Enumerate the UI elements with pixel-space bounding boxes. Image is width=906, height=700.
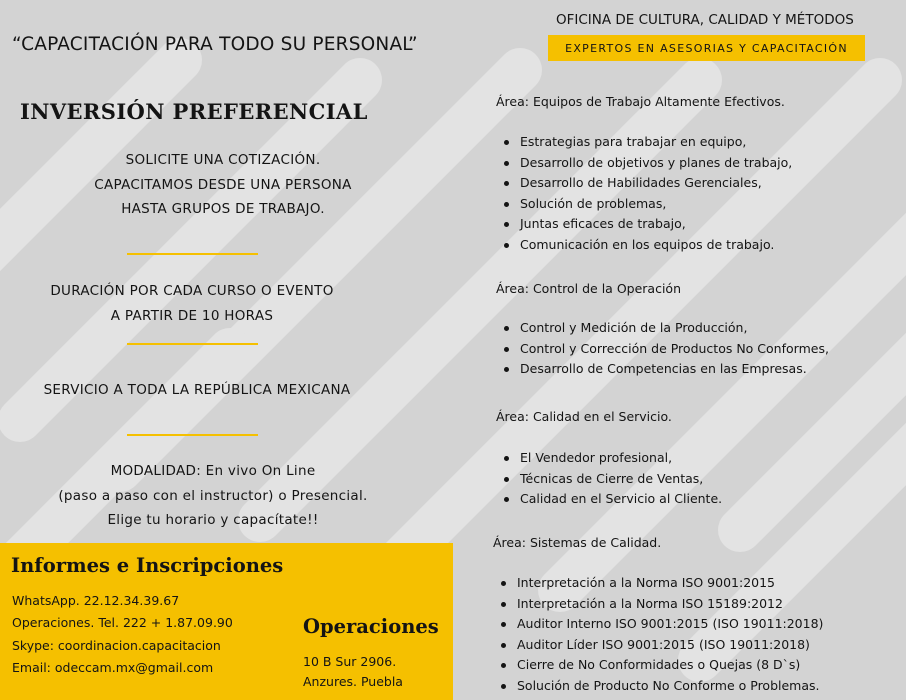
list-item [493,614,823,635]
item-text: Interpretación a la Norma ISO 9001:2015 [517,575,776,590]
bullet-icon [504,477,509,482]
list-item [496,489,722,510]
bullet-icon [501,622,506,627]
list-item [493,655,823,676]
item-text: Control y Corrección de Productos No Conformes, [520,340,829,356]
item-text: Desarrollo de Habilidades Gerenciales, [520,175,762,191]
cotizacion-block [36,148,410,222]
cotizacion-line: HASTA GRUPOS DE TRABAJO. [121,201,325,217]
list-item [493,573,823,594]
bullet-icon [504,497,509,502]
item-text: Técnicas de Cierre de Ventas, [520,470,704,486]
item-text: Calidad en el Servicio al Cliente. [520,491,723,507]
informes-box [0,543,453,700]
bullet-icon [504,243,509,248]
list-item [496,318,829,339]
bullet-icon [504,367,509,372]
address-line: Anzures. Puebla [303,674,403,689]
area-list [493,573,823,697]
skype-line: Skype: coordinacion.capacitacion [12,638,221,653]
list-item [496,448,722,469]
area-list [496,318,829,380]
bullet-icon [501,581,506,586]
experts-text: EXPERTOS EN ASESORIAS Y CAPACITACIÓN [565,41,848,55]
item-text: El Vendedor profesional, [520,450,673,465]
duracion-block [10,279,374,328]
bullet-icon [504,140,509,145]
item-text: Auditor Líder ISO 9001:2015 (ISO 19011:2018) [517,636,810,652]
modalidad-line: MODALIDAD: En vivo On Line [110,463,316,479]
item-text: Desarrollo de objetivos y planes de trabajo, [520,154,793,170]
experts-banner [548,35,865,61]
bullet-icon [501,643,506,648]
operaciones-title: Operaciones [303,615,439,638]
area-title: Área: Calidad en el Servicio. [496,409,672,424]
item-text: Juntas eficaces de trabajo, [520,216,686,232]
tagline: “CAPACITACIÓN PARA TODO SU PERSONAL” [12,34,418,55]
whatsapp-line: WhatsApp. 22.12.34.39.67 [12,593,180,608]
bullet-icon [504,347,509,352]
list-item [493,594,823,615]
area-list [496,132,792,256]
item-text: Auditor Interno ISO 9001:2015 (ISO 19011:2018) [517,616,824,632]
list-item [496,194,792,215]
list-item [496,153,792,174]
cotizacion-line: SOLICITE UNA COTIZACIÓN. [125,152,321,168]
cotizacion-line: CAPACITAMOS DESDE UNA PERSONA [94,176,352,193]
list-item [496,235,792,256]
list-item [496,469,722,490]
item-text: Estrategias para trabajar en equipo, [520,134,747,149]
bullet-icon [501,684,506,689]
item-text: Control y Medición de la Producción, [520,320,748,335]
list-item [496,214,792,235]
list-item [496,132,792,153]
address-line: 10 B Sur 2906. [303,654,397,669]
item-text: Solución de problemas, [520,195,667,211]
divider [127,343,258,345]
bullet-icon [501,663,506,668]
modalidad-line: Elige tu horario y capacítate!! [107,512,319,528]
bullet-icon [504,222,509,227]
item-text: Desarrollo de Competencias en las Empresas. [520,361,807,377]
modalidad-block [20,459,406,533]
office-title: OFICINA DE CULTURA, CALIDAD Y MÉTODOS [556,12,854,28]
divider [127,434,258,436]
item-text: Interpretación a la Norma ISO 15189:2012 [517,595,783,611]
duracion-line: A PARTIR DE 10 HORAS [110,307,274,324]
informes-title: Informes e Inscripciones [11,554,284,577]
bullet-icon [501,602,506,607]
list-item [496,359,829,380]
bullet-icon [504,456,509,461]
list-item [496,339,829,360]
area-list [496,448,722,510]
list-item [496,173,792,194]
item-text: Solución de Producto No Conforme o Problemas. [517,677,820,693]
list-item [493,635,823,656]
servicio-text: SERVICIO A TODA LA REPÚBLICA MEXICANA [43,382,351,398]
divider [127,253,258,255]
area-title: Área: Control de la Operación [496,281,681,296]
modalidad-line: (paso a paso con el instructor) o Presencial. [58,487,368,504]
bullet-icon [504,161,509,166]
item-text: Comunicación en los equipos de trabajo. [520,236,775,252]
item-text: Cierre de No Conformidades o Quejas (8 D`s) [517,657,801,673]
email-line[interactable]: Email: odeccam.mx@gmail.com [12,660,214,675]
bullet-icon [504,326,509,331]
duracion-line: DURACIÓN POR CADA CURSO O EVENTO [50,283,334,299]
bullet-icon [504,181,509,186]
bullet-icon [504,202,509,207]
area-title: Área: Equipos de Trabajo Altamente Efectivos. [496,94,785,109]
phone-line: Operaciones. Tel. 222 + 1.87.09.90 [12,615,233,630]
list-item [493,676,823,697]
inversion-heading: INVERSIÓN PREFERENCIAL [20,99,368,124]
area-title: Área: Sistemas de Calidad. [493,535,662,550]
